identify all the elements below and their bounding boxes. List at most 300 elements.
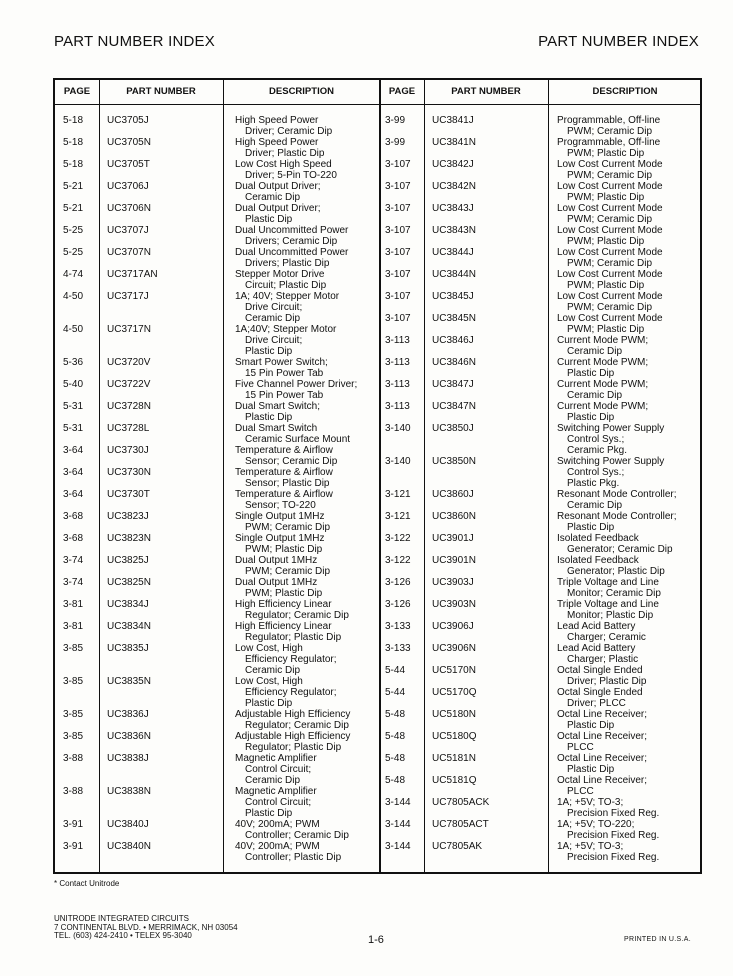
part-number: UC3835J bbox=[107, 643, 149, 654]
description-line: Ceramic Dip bbox=[567, 345, 623, 357]
page-ref: 5-31 bbox=[63, 423, 84, 434]
description bbox=[557, 710, 707, 732]
description bbox=[557, 204, 707, 226]
description bbox=[235, 292, 385, 325]
description-line: Octal Line Receiver; bbox=[557, 731, 648, 742]
description-line: Stepper Motor Drive bbox=[235, 269, 325, 280]
description bbox=[235, 820, 385, 842]
description-line: Lead Acid Battery bbox=[557, 643, 636, 654]
description bbox=[235, 138, 385, 160]
part-number: UC3730N bbox=[107, 467, 151, 478]
description bbox=[235, 490, 385, 512]
description-line: Programmable, Off-line bbox=[557, 115, 661, 126]
part-number: UC3844N bbox=[432, 269, 476, 280]
part-number: UC3728L bbox=[107, 423, 150, 434]
page-ref: 3-107 bbox=[385, 269, 411, 280]
page-ref: 3-121 bbox=[385, 489, 411, 500]
description bbox=[557, 578, 707, 600]
part-number: UC3841N bbox=[432, 137, 476, 148]
description-line: Controller; Plastic Dip bbox=[245, 851, 342, 863]
page-ref: 4-50 bbox=[63, 291, 84, 302]
description-line: Ceramic Dip bbox=[245, 774, 301, 786]
description bbox=[557, 622, 707, 644]
description-line: Sensor; TO-220 bbox=[245, 499, 316, 511]
description-line: Driver; PLCC bbox=[567, 697, 626, 709]
page-ref: 5-18 bbox=[63, 115, 84, 126]
description bbox=[557, 116, 707, 138]
description-line: Charger; Plastic bbox=[567, 653, 639, 665]
description-line: Ceramic Pkg. bbox=[567, 444, 628, 456]
description-line: Monitor; Plastic Dip bbox=[567, 609, 654, 621]
part-number: UC3730J bbox=[107, 445, 149, 456]
page-ref: 3-85 bbox=[63, 709, 84, 720]
description-line: Plastic Dip bbox=[245, 807, 293, 819]
description-line: Dual Uncommitted Power bbox=[235, 225, 349, 236]
description-line: 1A; 40V; Stepper Motor bbox=[235, 291, 340, 302]
description-line: 1A;40V; Stepper Motor bbox=[235, 324, 337, 335]
part-number: UC3901N bbox=[432, 555, 476, 566]
description bbox=[235, 732, 385, 754]
part-number: UC3860J bbox=[432, 489, 474, 500]
description-line: PWM; Plastic Dip bbox=[567, 191, 645, 203]
description bbox=[557, 644, 707, 666]
description bbox=[557, 314, 707, 336]
col-header-page-left: PAGE bbox=[63, 86, 91, 97]
description bbox=[235, 622, 385, 644]
page-ref: 3-126 bbox=[385, 599, 411, 610]
description-line: Drive Circuit; bbox=[245, 334, 303, 346]
part-number: UC5181Q bbox=[432, 775, 477, 786]
page-ref: 3-122 bbox=[385, 533, 411, 544]
description bbox=[557, 336, 707, 358]
page-ref: 5-48 bbox=[385, 731, 406, 742]
description bbox=[235, 446, 385, 468]
description-line: Triple Voltage and Line bbox=[557, 577, 659, 588]
description bbox=[557, 182, 707, 204]
description-line: Dual Output Driver; bbox=[235, 181, 321, 192]
part-number: UC3705N bbox=[107, 137, 151, 148]
description-line: PLCC bbox=[567, 741, 594, 753]
col-header-part-left: PART NUMBER bbox=[126, 86, 196, 97]
description bbox=[235, 512, 385, 534]
page-ref: 3-144 bbox=[385, 819, 411, 830]
description bbox=[235, 270, 385, 292]
part-number: UC3825J bbox=[107, 555, 149, 566]
description-line: 40V; 200mA; PWM bbox=[235, 819, 320, 830]
page-ref: 3-121 bbox=[385, 511, 411, 522]
part-number: UC3841J bbox=[432, 115, 474, 126]
page-title-left: PART NUMBER INDEX bbox=[54, 33, 215, 50]
page-number: 1-6 bbox=[368, 934, 384, 946]
part-number: UC3836N bbox=[107, 731, 151, 742]
page-ref: 5-25 bbox=[63, 225, 84, 236]
description-line: Plastic Dip bbox=[567, 411, 615, 423]
description-line: Low Cost, High bbox=[235, 676, 303, 687]
description-line: Low Cost Current Mode bbox=[557, 291, 663, 302]
description bbox=[557, 512, 707, 534]
part-number: UC3903J bbox=[432, 577, 474, 588]
page-ref: 3-113 bbox=[385, 379, 410, 390]
page-ref: 3-74 bbox=[63, 577, 84, 588]
part-number: UC3850J bbox=[432, 423, 474, 434]
description bbox=[235, 468, 385, 490]
col-header-desc-right: DESCRIPTION bbox=[592, 86, 658, 97]
description bbox=[235, 710, 385, 732]
description-line: Efficiency Regulator; bbox=[245, 653, 337, 665]
part-number: UC7805ACT bbox=[432, 819, 489, 830]
description bbox=[557, 226, 707, 248]
description-line: Low Cost Current Mode bbox=[557, 225, 663, 236]
description-line: Current Mode PWM; bbox=[557, 379, 649, 390]
part-number: UC5181N bbox=[432, 753, 476, 764]
page-ref: 3-91 bbox=[63, 841, 84, 852]
part-number: UC3843J bbox=[432, 203, 474, 214]
description bbox=[235, 226, 385, 248]
description bbox=[235, 204, 385, 226]
description-line: Low Cost Current Mode bbox=[557, 269, 663, 280]
description-line: Generator; Ceramic Dip bbox=[567, 543, 673, 555]
description-line: Low Cost Current Mode bbox=[557, 203, 663, 214]
col-header-desc-left: DESCRIPTION bbox=[269, 86, 334, 97]
part-number: UC5170N bbox=[432, 665, 476, 676]
col-header-page-right: PAGE bbox=[388, 86, 416, 97]
page-ref: 3-85 bbox=[63, 676, 84, 687]
part-number: UC3705J bbox=[107, 115, 149, 126]
page-ref: 3-107 bbox=[385, 225, 411, 236]
part-number: UC3706N bbox=[107, 203, 151, 214]
description-line: Magnetic Amplifier bbox=[235, 753, 317, 764]
description bbox=[235, 248, 385, 270]
description bbox=[235, 358, 385, 380]
description-line: PWM; Ceramic Dip bbox=[567, 301, 653, 313]
part-number: UC3838N bbox=[107, 786, 151, 797]
description bbox=[235, 116, 385, 138]
description-line: Ceramic Dip bbox=[245, 312, 301, 324]
page-ref: 3-64 bbox=[63, 445, 84, 456]
description-line: Efficiency Regulator; bbox=[245, 686, 337, 698]
part-number: UC3823N bbox=[107, 533, 151, 544]
description bbox=[235, 325, 385, 358]
page-ref: 3-88 bbox=[63, 786, 84, 797]
part-number: UC3717AN bbox=[107, 269, 158, 280]
header-divider bbox=[55, 104, 700, 105]
description-line: PWM; Ceramic Dip bbox=[245, 565, 331, 577]
page-ref: 3-74 bbox=[63, 555, 84, 566]
description-line: Current Mode PWM; bbox=[557, 357, 649, 368]
company-address bbox=[54, 915, 238, 941]
page-ref: 3-113 bbox=[385, 335, 410, 346]
description-line: 40V; 200mA; PWM bbox=[235, 841, 320, 852]
part-number: UC3838J bbox=[107, 753, 149, 764]
part-number: UC3906J bbox=[432, 621, 474, 632]
address-line: TEL. (603) 424-2410 • TELEX 95-3040 bbox=[54, 931, 192, 941]
description-line: Generator; Plastic Dip bbox=[567, 565, 665, 577]
page-ref: 3-91 bbox=[63, 819, 84, 830]
description-line: Low Cost Current Mode bbox=[557, 181, 663, 192]
description-line: Plastic Dip bbox=[245, 345, 293, 357]
page-ref: 3-107 bbox=[385, 291, 411, 302]
page-ref: 5-48 bbox=[385, 709, 406, 720]
description-line: Dual Uncommitted Power bbox=[235, 247, 349, 258]
page-ref: 3-144 bbox=[385, 841, 411, 852]
page-ref: 5-48 bbox=[385, 775, 406, 786]
description bbox=[557, 248, 707, 270]
description-line: Dual Smart Switch; bbox=[235, 401, 321, 412]
description bbox=[235, 842, 385, 864]
footnote: * Contact Unitrode bbox=[54, 879, 120, 888]
description-line: Octal Single Ended bbox=[557, 665, 643, 676]
part-number-table bbox=[53, 78, 702, 874]
description bbox=[235, 677, 385, 710]
description-line: Current Mode PWM; bbox=[557, 401, 649, 412]
description bbox=[557, 556, 707, 578]
description-line: Switching Power Supply bbox=[557, 456, 665, 467]
page-ref: 3-133 bbox=[385, 621, 411, 632]
description-line: Octal Line Receiver; bbox=[557, 775, 648, 786]
page-ref: 5-44 bbox=[385, 665, 406, 676]
page-ref: 3-144 bbox=[385, 797, 411, 808]
description-line: Low Cost Current Mode bbox=[557, 159, 663, 170]
description-line: Driver; Ceramic Dip bbox=[245, 125, 333, 137]
part-number: UC7805ACK bbox=[432, 797, 490, 808]
description-line: 1A; +5V; TO-3; bbox=[557, 797, 624, 808]
description-line: Five Channel Power Driver; bbox=[235, 379, 358, 390]
page-ref: 3-140 bbox=[385, 423, 411, 434]
part-number: UC5170Q bbox=[432, 687, 477, 698]
page-ref: 3-107 bbox=[385, 313, 411, 324]
description-line: High Speed Power bbox=[235, 115, 319, 126]
description-line: Low Cost, High bbox=[235, 643, 303, 654]
description-line: Octal Line Receiver; bbox=[557, 709, 648, 720]
description-line: Ceramic Dip bbox=[245, 191, 301, 203]
description-line: Resonant Mode Controller; bbox=[557, 489, 677, 500]
part-number: UC3707N bbox=[107, 247, 151, 258]
part-number: UC3842N bbox=[432, 181, 476, 192]
page-ref: 3-107 bbox=[385, 181, 411, 192]
part-number: UC3845J bbox=[432, 291, 474, 302]
description-line: Dual Output Driver; bbox=[235, 203, 321, 214]
description-line: PWM; Ceramic Dip bbox=[567, 169, 653, 181]
description-line: Driver; Plastic Dip bbox=[245, 147, 325, 159]
description-line: Low Cost High Speed bbox=[235, 159, 332, 170]
description bbox=[557, 457, 707, 490]
page-ref: 5-44 bbox=[385, 687, 406, 698]
description-line: Control Sys.; bbox=[567, 433, 625, 445]
description-line: Plastic Dip bbox=[245, 213, 293, 225]
description bbox=[557, 270, 707, 292]
page-ref: 3-107 bbox=[385, 247, 411, 258]
description-line: Driver; 5-Pin TO-220 bbox=[245, 169, 337, 181]
description-line: Plastic Dip bbox=[567, 367, 615, 379]
page-ref: 5-21 bbox=[63, 203, 84, 214]
description-line: Switching Power Supply bbox=[557, 423, 665, 434]
part-number: UC3823J bbox=[107, 511, 149, 522]
description-line: Isolated Feedback bbox=[557, 555, 639, 566]
description-line: Plastic Pkg. bbox=[567, 477, 620, 489]
description-line: Adjustable High Efficiency bbox=[235, 731, 351, 742]
description-line: PWM; Plastic Dip bbox=[245, 543, 323, 555]
description-line: High Efficiency Linear bbox=[235, 599, 332, 610]
description-line: 1A; +5V; TO-220; bbox=[557, 819, 635, 830]
description bbox=[557, 820, 707, 842]
part-number: UC3722V bbox=[107, 379, 151, 390]
page-ref: 3-99 bbox=[385, 115, 406, 126]
part-number: UC3728N bbox=[107, 401, 151, 412]
description bbox=[235, 424, 385, 446]
part-number: UC3840J bbox=[107, 819, 149, 830]
description-line: High Efficiency Linear bbox=[235, 621, 332, 632]
description-line: Temperature & Airflow bbox=[235, 489, 333, 500]
part-number: UC3843N bbox=[432, 225, 476, 236]
part-number: UC3825N bbox=[107, 577, 151, 588]
description-line: Control Sys.; bbox=[567, 466, 625, 478]
page-ref: 5-31 bbox=[63, 401, 84, 412]
description bbox=[235, 182, 385, 204]
description-line: Ceramic Dip bbox=[567, 499, 623, 511]
part-number: UC3846N bbox=[432, 357, 476, 368]
description bbox=[557, 754, 707, 776]
page-ref: 3-107 bbox=[385, 159, 411, 170]
description-line: PWM; Plastic Dip bbox=[567, 147, 645, 159]
description-line: Single Output 1MHz bbox=[235, 533, 325, 544]
description-line: High Speed Power bbox=[235, 137, 319, 148]
page-ref: 3-88 bbox=[63, 753, 84, 764]
description-line: Triple Voltage and Line bbox=[557, 599, 659, 610]
description bbox=[557, 380, 707, 402]
description-line: Current Mode PWM; bbox=[557, 335, 649, 346]
page-ref: 5-21 bbox=[63, 181, 84, 192]
description bbox=[557, 138, 707, 160]
description-line: Dual Output 1MHz bbox=[235, 577, 318, 588]
page-ref: 4-74 bbox=[63, 269, 84, 280]
description-line: 15 Pin Power Tab bbox=[245, 389, 324, 401]
description-line: Regulator; Plastic Dip bbox=[245, 631, 342, 643]
description-line: Plastic Dip bbox=[567, 763, 615, 775]
description-line: Charger; Ceramic bbox=[567, 631, 646, 643]
description-line: Dual Smart Switch bbox=[235, 423, 318, 434]
page-ref: 3-133 bbox=[385, 643, 411, 654]
part-number: UC3835N bbox=[107, 676, 151, 687]
description-line: Plastic Dip bbox=[567, 719, 615, 731]
description-line: Programmable, Off-line bbox=[557, 137, 661, 148]
part-number: UC3845N bbox=[432, 313, 476, 324]
description-line: Lead Acid Battery bbox=[557, 621, 636, 632]
page-ref: 3-68 bbox=[63, 511, 84, 522]
description-line: Octal Single Ended bbox=[557, 687, 643, 698]
description-line: Adjustable High Efficiency bbox=[235, 709, 351, 720]
description-line: Magnetic Amplifier bbox=[235, 786, 317, 797]
description bbox=[235, 787, 385, 820]
part-number: UC3705T bbox=[107, 159, 150, 170]
part-number: UC3834J bbox=[107, 599, 149, 610]
page-ref: 5-25 bbox=[63, 247, 84, 258]
description-line: PWM; Ceramic Dip bbox=[567, 213, 653, 225]
description bbox=[235, 754, 385, 787]
part-number: UC3847N bbox=[432, 401, 476, 412]
description-line: Drivers; Plastic Dip bbox=[245, 257, 330, 269]
description-line: PWM; Ceramic Dip bbox=[567, 257, 653, 269]
description bbox=[557, 600, 707, 622]
part-number: UC3842J bbox=[432, 159, 474, 170]
page-ref: 3-113 bbox=[385, 357, 410, 368]
description-line: Control Circuit; bbox=[245, 796, 312, 808]
description bbox=[557, 490, 707, 512]
address-line: 7 CONTINENTAL BLVD. • MERRIMACK, NH 03054 bbox=[54, 922, 238, 932]
page-ref: 3-64 bbox=[63, 467, 84, 478]
part-number: UC3730T bbox=[107, 489, 150, 500]
part-number: UC3836J bbox=[107, 709, 149, 720]
page-ref: 3-126 bbox=[385, 577, 411, 588]
description bbox=[557, 402, 707, 424]
description bbox=[235, 600, 385, 622]
page-ref: 5-36 bbox=[63, 357, 84, 368]
description-line: Dual Output 1MHz bbox=[235, 555, 318, 566]
part-number: UC3906N bbox=[432, 643, 476, 654]
page-ref: 3-122 bbox=[385, 555, 411, 566]
part-number: UC3844J bbox=[432, 247, 474, 258]
description-line: PWM; Ceramic Dip bbox=[567, 125, 653, 137]
part-number: UC7805AK bbox=[432, 841, 483, 852]
description bbox=[235, 534, 385, 556]
description bbox=[557, 842, 707, 864]
description-line: Circuit; Plastic Dip bbox=[245, 279, 327, 291]
description-line: Drive Circuit; bbox=[245, 301, 303, 313]
description-line: Precision Fixed Reg. bbox=[567, 807, 660, 819]
description-line: PLCC bbox=[567, 785, 594, 797]
part-number: UC3840N bbox=[107, 841, 151, 852]
description-line: Sensor; Ceramic Dip bbox=[245, 455, 338, 467]
description-line: Driver; Plastic Dip bbox=[567, 675, 647, 687]
part-number: UC3834N bbox=[107, 621, 151, 632]
description-line: Ceramic Dip bbox=[567, 389, 623, 401]
page-ref: 3-99 bbox=[385, 137, 406, 148]
description-line: Controller; Ceramic Dip bbox=[245, 829, 349, 841]
part-number: UC3860N bbox=[432, 511, 476, 522]
description-line: PWM; Plastic Dip bbox=[567, 323, 645, 335]
description bbox=[557, 798, 707, 820]
description-line: Resonant Mode Controller; bbox=[557, 511, 677, 522]
description bbox=[557, 776, 707, 798]
description bbox=[235, 402, 385, 424]
description bbox=[235, 578, 385, 600]
description-line: Temperature & Airflow bbox=[235, 445, 333, 456]
description-line: Sensor; Plastic Dip bbox=[245, 477, 330, 489]
description-line: Smart Power Switch; bbox=[235, 357, 328, 368]
description-line: 15 Pin Power Tab bbox=[245, 367, 324, 379]
printed-in: PRINTED IN U.S.A. bbox=[624, 936, 691, 943]
description-line: Plastic Dip bbox=[245, 697, 293, 709]
page-ref: 3-107 bbox=[385, 203, 411, 214]
page-ref: 3-81 bbox=[63, 599, 84, 610]
description bbox=[557, 292, 707, 314]
address-line: UNITRODE INTEGRATED CIRCUITS bbox=[54, 914, 189, 923]
description-line: Temperature & Airflow bbox=[235, 467, 333, 478]
part-number: UC5180N bbox=[432, 709, 476, 720]
part-number: UC3847J bbox=[432, 379, 474, 390]
description bbox=[557, 666, 707, 688]
page-ref: 3-85 bbox=[63, 643, 84, 654]
description bbox=[557, 160, 707, 182]
description-line: Low Cost Current Mode bbox=[557, 313, 663, 324]
part-number: UC3706J bbox=[107, 181, 149, 192]
part-number: UC3901J bbox=[432, 533, 474, 544]
description-line: Drivers; Ceramic Dip bbox=[245, 235, 338, 247]
description-line: Regulator; Plastic Dip bbox=[245, 741, 342, 753]
page-ref: 3-140 bbox=[385, 456, 411, 467]
description-line: PWM; Plastic Dip bbox=[245, 587, 323, 599]
description-line: Control Circuit; bbox=[245, 763, 312, 775]
description-line: Precision Fixed Reg. bbox=[567, 851, 660, 863]
